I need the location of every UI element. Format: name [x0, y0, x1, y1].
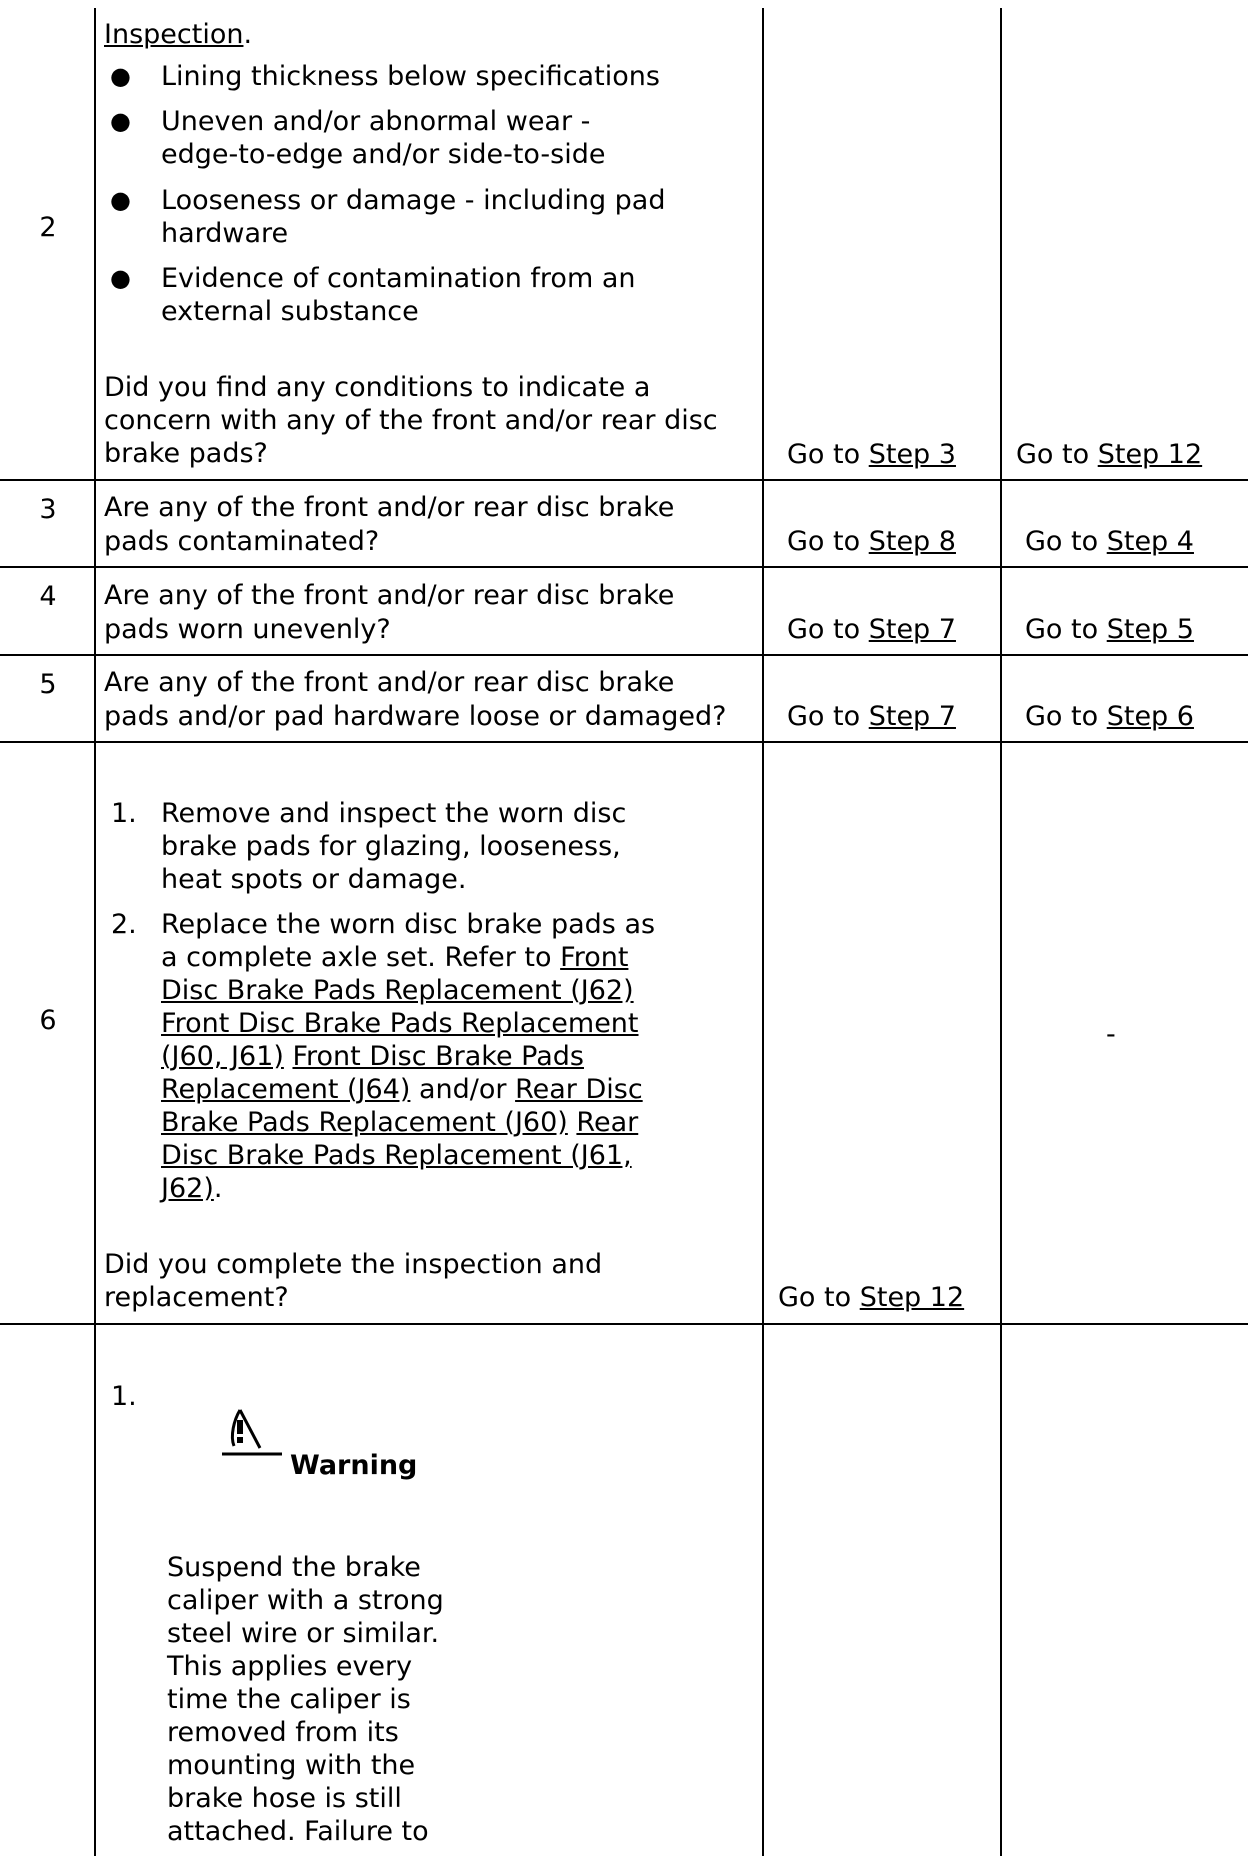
- procedure-link[interactable]: Disc Brake Pads Replacement (J62): [161, 975, 634, 1006]
- yes-answer: Go to Step 8: [787, 526, 956, 557]
- row-divider: [0, 654, 1248, 656]
- yes-answer: Go to Step 12: [778, 1282, 965, 1313]
- step-link[interactable]: Step 12: [859, 1282, 965, 1313]
- step-link[interactable]: Step 7: [868, 701, 956, 732]
- question-text: replacement?: [104, 1282, 289, 1313]
- list-item-text: a complete axle set. Refer to Front: [161, 942, 629, 973]
- list-number: 1.: [111, 798, 137, 829]
- warning-text: time the caliper is: [167, 1684, 411, 1715]
- step-link[interactable]: Step 7: [868, 614, 956, 645]
- yes-answer: Go to Step 7: [787, 701, 956, 732]
- bullet-item: Lining thickness below specifications: [161, 61, 660, 92]
- warning-icon: [220, 1406, 286, 1464]
- yes-answer: Go to Step 7: [787, 614, 956, 645]
- no-answer: Go to Step 5: [1025, 614, 1194, 645]
- list-item-text: [161, 1040, 584, 1073]
- list-number: 2.: [111, 909, 137, 940]
- warning-text: Suspend the brake: [167, 1552, 421, 1583]
- row-divider: [0, 566, 1248, 568]
- list-item-text: Replacement (J64) and/or Rear Disc: [161, 1074, 643, 1105]
- warning-text: brake hose is still: [167, 1783, 402, 1814]
- row-divider: [0, 1323, 1248, 1325]
- no-answer: Go to Step 6: [1025, 701, 1194, 732]
- list-item-text: heat spots or damage.: [161, 864, 467, 895]
- step-link[interactable]: Step 6: [1106, 701, 1194, 732]
- warning-text: mounting with the: [167, 1750, 416, 1781]
- step-number: 2: [39, 212, 57, 243]
- bullet-item: Uneven and/or abnormal wear -: [161, 106, 591, 137]
- list-number: 1.: [111, 1381, 137, 1412]
- bullet-item-cont: edge-to-edge and/or side-to-side: [161, 139, 606, 170]
- bullet-item-cont: hardware: [161, 218, 289, 249]
- step-number: 4: [39, 581, 57, 612]
- procedure-link[interactable]: Brake Pads Replacement (J60): [161, 1107, 568, 1138]
- list-item-text: brake pads for glazing, looseness,: [161, 831, 621, 862]
- procedure-link[interactable]: Disc Brake Pads Replacement (J61,: [161, 1140, 632, 1171]
- step-link[interactable]: Step 3: [868, 439, 956, 470]
- warning-text: removed from its: [167, 1717, 399, 1748]
- warning-text: attached. Failure to: [167, 1816, 429, 1847]
- list-item-text: Replace the worn disc brake pads as: [161, 909, 656, 940]
- list-item-text: [161, 1139, 632, 1172]
- question-text: Are any of the front and/or rear disc brake: [104, 580, 675, 611]
- bullet-item-cont: external substance: [161, 296, 419, 327]
- step-link[interactable]: Step 5: [1106, 614, 1194, 645]
- warning-text: caliper with a strong: [167, 1585, 444, 1616]
- procedure-link[interactable]: Front Disc Brake Pads: [292, 1041, 584, 1072]
- list-item-text: [161, 1007, 639, 1040]
- list-item-text: J62).: [161, 1173, 223, 1204]
- bullet-dot: ●: [110, 62, 131, 90]
- warning-text: steel wire or similar.: [167, 1618, 440, 1649]
- list-item-text: [161, 1106, 638, 1139]
- inspection-heading: Inspection.: [104, 19, 253, 50]
- procedure-link[interactable]: Rear Disc: [515, 1074, 643, 1105]
- question-text: Did you complete the inspection and: [104, 1249, 603, 1280]
- question-text: concern with any of the front and/or rear disc: [104, 405, 718, 436]
- step-number: 5: [39, 669, 57, 700]
- warning-text: This applies every: [167, 1651, 413, 1682]
- warning-title: Warning: [290, 1450, 418, 1481]
- question-text: pads worn unevenly?: [104, 614, 391, 645]
- procedure-link[interactable]: Front: [560, 942, 629, 973]
- bullet-item: Looseness or damage - including pad: [161, 185, 666, 216]
- procedure-link[interactable]: (J60, J61): [161, 1041, 284, 1072]
- no-answer: -: [1106, 1019, 1116, 1050]
- table-border-left: [94, 8, 96, 1856]
- bullet-dot: ●: [110, 264, 131, 292]
- step-link[interactable]: Step 8: [868, 526, 956, 557]
- step-link[interactable]: Step 4: [1106, 526, 1194, 557]
- step-number: 3: [39, 494, 57, 525]
- procedure-link[interactable]: Front Disc Brake Pads Replacement: [161, 1008, 639, 1039]
- list-item-text: Remove and inspect the worn disc: [161, 798, 627, 829]
- row-divider: [0, 479, 1248, 481]
- question-text: Did you find any conditions to indicate a: [104, 372, 651, 403]
- procedure-link[interactable]: Replacement (J64): [161, 1074, 411, 1105]
- question-text: brake pads?: [104, 438, 268, 469]
- step-link[interactable]: Step 12: [1097, 439, 1203, 470]
- question-text: Are any of the front and/or rear disc brake: [104, 492, 675, 523]
- inspection-link[interactable]: Inspection: [104, 19, 244, 50]
- question-text: pads contaminated?: [104, 526, 380, 557]
- question-text: Are any of the front and/or rear disc brake: [104, 667, 675, 698]
- column-divider-yes: [762, 8, 764, 1856]
- row-divider: [0, 741, 1248, 743]
- bullet-dot: ●: [110, 186, 131, 214]
- procedure-link[interactable]: Rear: [576, 1107, 639, 1138]
- bullet-item: Evidence of contamination from an: [161, 263, 636, 294]
- yes-answer: Go to Step 3: [787, 439, 956, 470]
- column-divider-no: [1000, 8, 1002, 1856]
- question-text: pads and/or pad hardware loose or damaged?: [104, 701, 727, 732]
- no-answer: Go to Step 12: [1016, 439, 1203, 470]
- list-item-text: [161, 974, 634, 1007]
- no-answer: Go to Step 4: [1025, 526, 1194, 557]
- step-number: 6: [39, 1005, 57, 1036]
- bullet-dot: ●: [110, 107, 131, 135]
- procedure-link[interactable]: J62): [161, 1173, 214, 1204]
